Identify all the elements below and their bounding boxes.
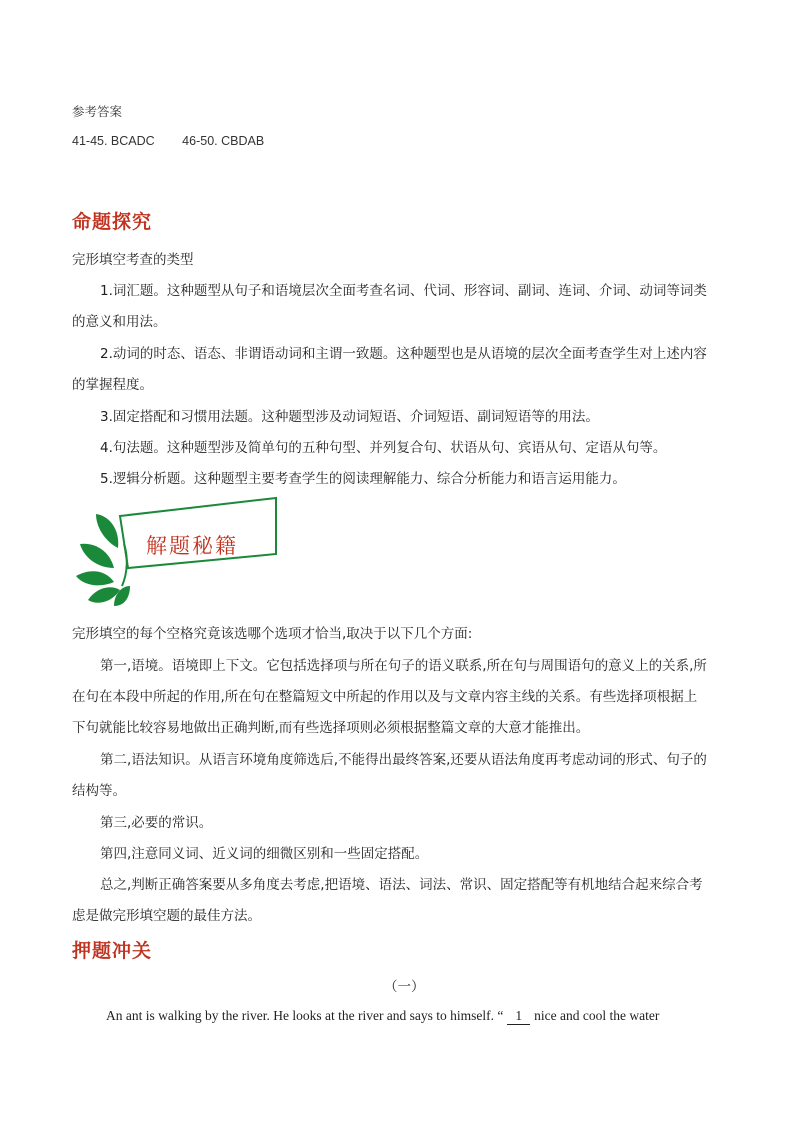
paragraph-line: 下句就能比较容易地做出正确判断,而有些选择项则必须根据整篇文章的大意才能推出。 (72, 720, 590, 736)
item-line: 1.词汇题。这种题型从句子和语境层次全面考查名词、代词、形容词、副词、连词、介词、动词等词类 (100, 283, 707, 299)
item-line: 2.动词的时态、语态、非谓语动词和主谓一致题。这种题型也是从语境的层次全面考查学生对上述内容 (100, 346, 707, 362)
passage-text-after: nice and cool the water (534, 1008, 660, 1023)
item-line: 5.逻辑分析题。这种题型主要考查学生的阅读理解能力、综合分析能力和语言运用能力。 (100, 471, 626, 487)
section-heading-yati: 押题冲关 (72, 940, 153, 962)
paragraph-line: 结构等。 (72, 783, 126, 799)
item-line: 4.句法题。这种题型涉及简单句的五种句型、并列复合句、状语从句、宾语从句、定语从句等。 (100, 440, 667, 456)
item-line: 的掌握程度。 (72, 377, 153, 393)
paragraph-line: 第一,语境。语境即上下文。它包括选择项与所在句子的语义联系,所在句与周围语句的意义上的关系,所 (100, 658, 707, 674)
section-heading-mingti: 命题探究 (72, 211, 153, 233)
section-banner (66, 494, 282, 616)
item-line: 的意义和用法。 (72, 314, 167, 330)
answers-group-1: 41-45. BCADC (72, 134, 155, 148)
section-subtitle: 完形填空考查的类型 (72, 252, 194, 268)
paragraph-line: 在句在本段中所起的作用,所在句在整篇短文中所起的作用以及与文章内容主线的关系。有些选择项根据上 (72, 689, 698, 705)
paragraph-line: 总之,判断正确答案要从多角度去考虑,把语境、语法、词法、常识、固定搭配等有机地结合起来综合考 (100, 877, 703, 893)
paragraph-line: 第三,必要的常识。 (100, 815, 213, 831)
answers-title: 参考答案 (72, 104, 123, 119)
paragraph-line: 第四,注意同义词、近义词的细微区别和一些固定搭配。 (100, 846, 429, 862)
blank-1[interactable]: 1 (507, 1008, 530, 1025)
passage-line (106, 1008, 659, 1025)
section-intro: 完形填空的每个空格究竟该选哪个选项才恰当,取决于以下几个方面: (72, 626, 473, 642)
paragraph-line: 虑是做完形填空题的最佳方法。 (72, 908, 261, 924)
part-label: （一） (384, 979, 425, 995)
answers-list (72, 134, 288, 148)
paragraph-line: 第二,语法知识。从语言环境角度筛选后,不能得出最终答案,还要从语法角度再考虑动词的形式、句子的 (100, 752, 707, 768)
banner-title: 解题秘籍 (146, 534, 238, 558)
answers-group-2: 46-50. CBDAB (182, 134, 265, 148)
passage-text-before: An ant is walking by the river. He looks at the river and says to himself. “ (106, 1008, 504, 1023)
item-line: 3.固定搭配和习惯用法题。这种题型涉及动词短语、介词短语、副词短语等的用法。 (100, 409, 599, 425)
